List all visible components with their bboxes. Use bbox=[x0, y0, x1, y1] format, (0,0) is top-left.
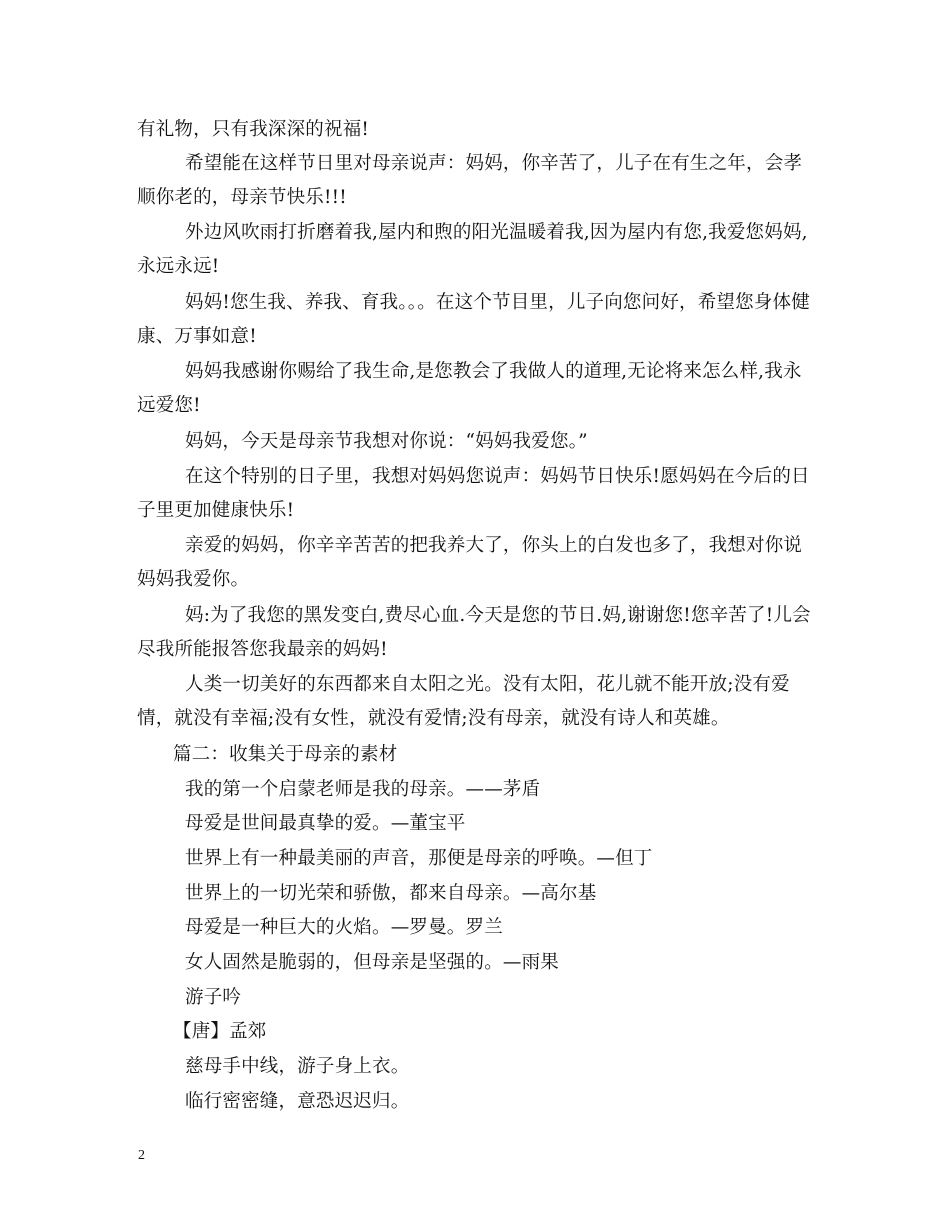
section-heading: 篇二：收集关于母亲的素材 bbox=[173, 744, 398, 765]
poem-line: 慈母手中线，游子身上衣。 bbox=[185, 1056, 410, 1077]
paragraph: 希望能在这样节日里对母亲说声：妈妈，你辛苦了，儿子在有生之年，会孝顺你老的，母亲节快乐!!! bbox=[137, 153, 803, 208]
poem-author: 【唐】孟郊 bbox=[173, 1021, 267, 1042]
paragraph: 妈妈，今天是母亲节我想对你说：“妈妈我爱您。” bbox=[185, 431, 588, 452]
paragraph: 亲爱的妈妈，你辛辛苦苦的把我养大了，你头上的白发也多了，我想对你说妈妈我爱你。 bbox=[137, 535, 803, 590]
paragraph: 妈妈我感谢你赐给了我生命,是您教会了我做人的道理,无论将来怎么样,我永远爱您! bbox=[137, 361, 802, 416]
quote-line: 女人固然是脆弱的，但母亲是坚强的。—雨果 bbox=[185, 952, 560, 973]
poem-line: 临行密密缝，意恐迟迟归。 bbox=[185, 1091, 410, 1112]
paragraph: 在这个特别的日子里，我想对妈妈您说声：妈妈节日快乐!愿妈妈在今后的日子里更加健康快乐! bbox=[137, 466, 810, 521]
paragraph: 人类一切美好的东西都来自太阳之光。没有太阳，花儿就不能开放;没有爱情，就没有幸福;没有女性，就没有爱情;没有母亲，就没有诗人和英雄。 bbox=[137, 674, 790, 729]
paragraph-continuation: 有礼物，只有我深深的祝福! bbox=[137, 119, 370, 140]
quote-line: 母爱是世间最真挚的爱。—董宝平 bbox=[185, 813, 466, 834]
page-number: 2 bbox=[138, 1148, 145, 1163]
quote-line: 世界上有一种最美丽的声音，那便是母亲的呼唤。—但丁 bbox=[185, 848, 653, 869]
paragraph: 妈妈!您生我、养我、育我。。。在这个节目里，儿子向您问好，希望您身体健康、万事如意! bbox=[137, 292, 810, 347]
paragraph: 外边风吹雨打折磨着我,屋内和煦的阳光温暖着我,因为屋内有您,我爱您妈妈,永远永远! bbox=[137, 222, 808, 277]
paragraph: 妈:为了我您的黑发变白,费尽心血.今天是您的节日.妈,谢谢您!您辛苦了!儿会尽我所能报答您我最亲的妈妈! bbox=[137, 605, 811, 660]
poem-title: 游子吟 bbox=[185, 987, 242, 1008]
quote-line: 世界上的一切光荣和骄傲，都来自母亲。—高尔基 bbox=[185, 883, 597, 904]
quote-line: 母爱是一种巨大的火焰。—罗曼。罗兰 bbox=[185, 917, 503, 938]
quote-line: 我的第一个启蒙老师是我的母亲。——茅盾 bbox=[185, 779, 541, 800]
